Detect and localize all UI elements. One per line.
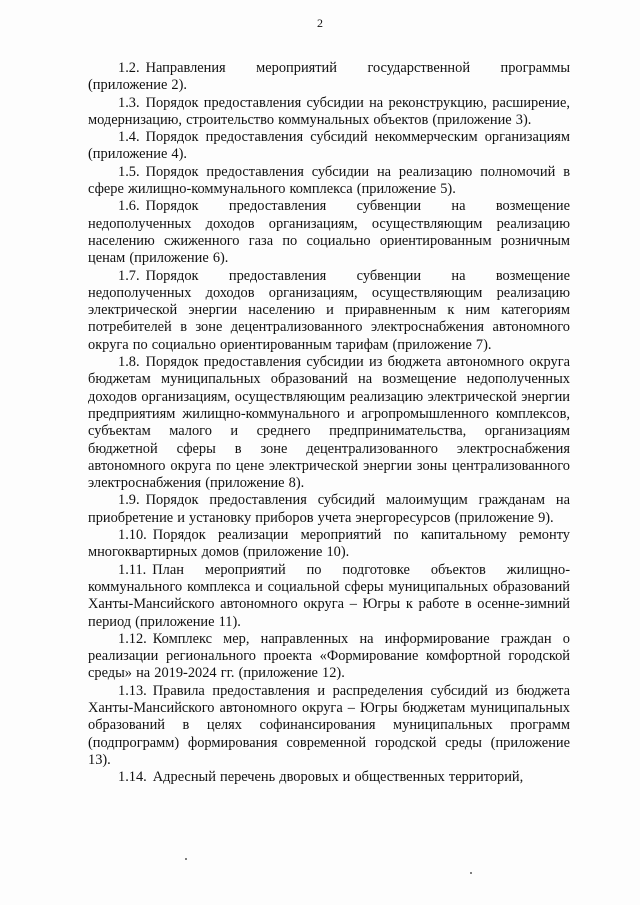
list-item: 1.12. Комплекс мер, направленных на информирование граждан о реализации регионального проекта «Формирование комфортной городской среды» на 2019-2024 гг. (приложение 12).: [88, 630, 570, 682]
list-item: 1.2. Направления мероприятий государственной программы (приложение 2).: [88, 60, 570, 94]
list-item: 1.4. Порядок предоставления субсидий некоммерческим организациям (приложение 4).: [88, 129, 570, 163]
page-number: 2: [317, 16, 323, 30]
document-body: [88, 60, 570, 786]
list-item: 1.6. Порядок предоставления субвенции на возмещение недополученных доходов организациям, осуществляющим реализацию населению сжиженного газа по социально ориентированным розничным ценам (приложение 6).: [88, 198, 570, 267]
list-item: 1.9. Порядок предоставления субсидий малоимущим гражданам на приобретение и установку приборов учета энергоресурсов (приложение 9).: [88, 492, 570, 526]
list-item: 1.13. Правила предоставления и распределения субсидий из бюджета Ханты-Мансийского автономного округа – Югры бюджетам муниципальных образований в целях софинансирования муниципальных программ (подпрограмм) формирования современной городской среды (приложение 13).: [88, 682, 570, 768]
list-item: 1.11. План мероприятий по подготовке объектов жилищно-коммунального комплекса и социальной сферы муниципальных образований Ханты-Мансийского автономного округа – Югры к работе в осенне-зимний период (приложение 11).: [88, 561, 570, 630]
list-item: 1.8. Порядок предоставления субсидии из бюджета автономного округа бюджетам муниципальных образований на возмещение недополученных доходов организациям, осуществляющим реализацию электрической энергии предприятиям жилищно-коммунального и агропромышленного комплексов, субъектам малого и среднего предпринимательства, организациям бюджетной сферы в зоне децентрализованного электроснабжения автономного округа по цене электрической энергии зоны централизованного электроснабжения (приложение 8).: [88, 354, 570, 492]
scan-speck: [470, 872, 472, 874]
list-item: 1.14. Адресный перечень дворовых и общественных территорий,: [118, 769, 524, 786]
list-item: 1.10. Порядок реализации мероприятий по капитальному ремонту многоквартирных домов (приложение 10).: [88, 527, 570, 561]
scan-speck: [185, 858, 187, 860]
list-item: 1.3. Порядок предоставления субсидии на реконструкцию, расширение, модернизацию, строительство коммунальных объектов (приложение 3).: [88, 94, 570, 128]
list-item: 1.5. Порядок предоставления субсидии на реализацию полномочий в сфере жилищно-коммунального комплекса (приложение 5).: [88, 163, 570, 198]
list-item: 1.7. Порядок предоставления субвенции на возмещение недополученных доходов организациям, осуществляющим реализацию электрической энергии населению и приравненным к ним категориям потребителей в зоне децентрализованного электроснабжения автономного округа по социально ориентированным тарифам (приложение 7).: [88, 267, 570, 353]
